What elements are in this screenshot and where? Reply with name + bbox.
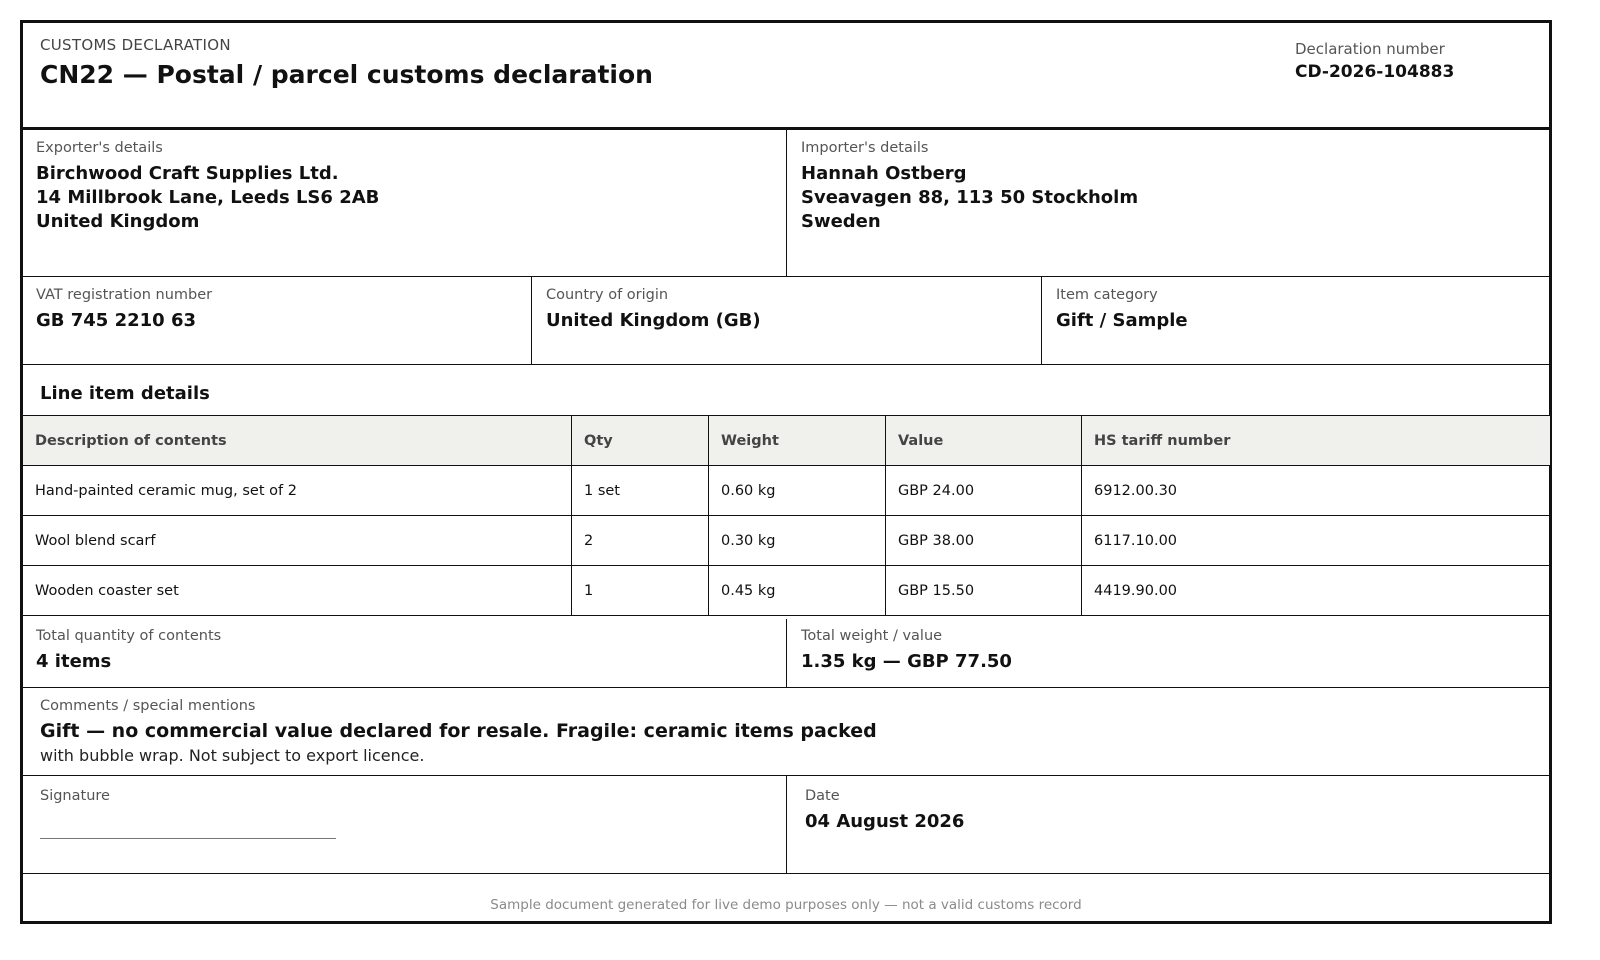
total-weight-value-label: Total weight / value (801, 628, 943, 644)
exporter-address: 14 Millbrook Lane, Leeds LS6 2AB (36, 187, 380, 208)
details-row (23, 277, 1549, 365)
line-items-table (22, 415, 1551, 616)
form-header (23, 23, 1549, 130)
cell-value: GBP 15.50 (886, 566, 1082, 616)
cell-value: GBP 38.00 (886, 516, 1082, 566)
cell-weight: 0.60 kg (709, 466, 886, 516)
importer-label: Importer's details (801, 140, 929, 156)
category-cell (1042, 277, 1549, 364)
origin-value: United Kingdom (GB) (546, 310, 761, 331)
total-weight-value: 1.35 kg — GBP 77.50 (801, 651, 1012, 672)
exporter-label: Exporter's details (36, 140, 163, 156)
total-quantity-value: 4 items (36, 651, 112, 672)
date-cell (787, 776, 1549, 873)
table-row (23, 566, 1551, 616)
cell-description: Hand-painted ceramic mug, set of 2 (23, 466, 572, 516)
signature-label: Signature (40, 788, 110, 804)
origin-cell (532, 277, 1042, 364)
signature-cell (23, 776, 787, 873)
importer-address: Sveavagen 88, 113 50 Stockholm (801, 187, 1139, 208)
totals-row (23, 619, 1549, 688)
total-quantity-cell (23, 619, 787, 687)
comments-label: Comments / special mentions (40, 698, 256, 714)
vat-label: VAT registration number (36, 287, 213, 303)
date-label: Date (805, 788, 840, 804)
table-header-row (23, 416, 1551, 466)
importer-name: Hannah Ostberg (801, 163, 967, 184)
cell-description: Wool blend scarf (23, 516, 572, 566)
exporter-name: Birchwood Craft Supplies Ltd. (36, 163, 339, 184)
column-header-value: Value (886, 416, 1082, 466)
cell-qty: 1 set (572, 466, 709, 516)
line-items-title: Line item details (40, 383, 210, 404)
cell-hs-tariff: 6912.00.30 (1082, 466, 1551, 516)
importer-country: Sweden (801, 211, 881, 232)
declaration-number: CD-2026-104883 (1295, 62, 1455, 82)
cell-value: GBP 24.00 (886, 466, 1082, 516)
origin-label: Country of origin (546, 287, 669, 303)
table-row (23, 516, 1551, 566)
importer-cell (787, 130, 1549, 276)
vat-cell (23, 277, 532, 364)
signature-line (40, 838, 336, 839)
total-quantity-label: Total quantity of contents (36, 628, 222, 644)
declaration-number-label: Declaration number (1295, 40, 1445, 58)
column-header-description: Description of contents (23, 416, 572, 466)
cell-weight: 0.30 kg (709, 516, 886, 566)
exporter-country: United Kingdom (36, 211, 200, 232)
total-weight-value-cell (787, 619, 1549, 687)
date-value: 04 August 2026 (805, 811, 965, 832)
customs-declaration-form (20, 20, 1552, 924)
cell-weight: 0.45 kg (709, 566, 886, 616)
footer-disclaimer: Sample document generated for live demo purposes only — not a valid customs record (490, 897, 1082, 913)
cell-hs-tariff: 4419.90.00 (1082, 566, 1551, 616)
exporter-cell (23, 130, 787, 276)
category-value: Gift / Sample (1056, 310, 1188, 331)
cell-description: Wooden coaster set (23, 566, 572, 616)
cell-qty: 2 (572, 516, 709, 566)
cell-qty: 1 (572, 566, 709, 616)
line-items-section (23, 365, 1549, 415)
signature-row (23, 776, 1549, 874)
form-title: CN22 — Postal / parcel customs declaration (40, 60, 653, 89)
form-kicker: CUSTOMS DECLARATION (40, 36, 231, 54)
comments-text-bold: Gift — no commercial value declared for resale. Fragile: ceramic items packed (40, 720, 877, 742)
cell-hs-tariff: 6117.10.00 (1082, 516, 1551, 566)
comments-text: with bubble wrap. Not subject to export licence. (40, 746, 425, 765)
column-header-hs-tariff: HS tariff number (1082, 416, 1551, 466)
column-header-qty: Qty (572, 416, 709, 466)
parties-row (23, 130, 1549, 277)
table-row (23, 466, 1551, 516)
vat-value: GB 745 2210 63 (36, 310, 197, 331)
comments-row (23, 688, 1549, 776)
category-label: Item category (1056, 287, 1158, 303)
column-header-weight: Weight (709, 416, 886, 466)
